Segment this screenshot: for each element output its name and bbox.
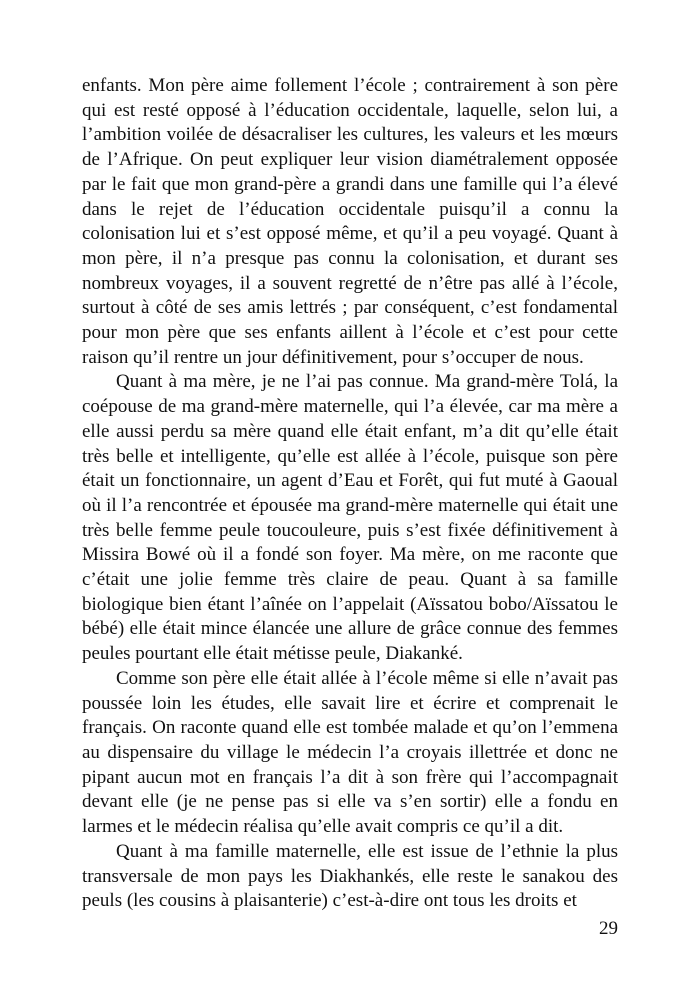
page-number: 29 bbox=[599, 918, 618, 939]
paragraph-2: Quant à ma mère, je ne l’ai pas connue. Ma grand-mère Tolá, la coépouse de ma grand-mère maternelle, qui l’a élevée, car ma mère a elle aussi perdu sa mère quand elle était enfant, m’a dit qu’elle était très belle et intelligente, qu’elle est allée à l’école, puisque son père était un fonctionnaire, un agent d’Eau et Forêt, qui fut muté à Gaoual où il l’a rencontrée et épousée ma grand-mère maternelle qui était une très belle femme peule toucouleure, puis s’est fixée définitivement à Missira Bowé où il a fondé son foyer. Ma mère, on me raconte que c’était une jolie femme très claire de peau. Quant à sa famille biologique bien étant l’aînée on l’appelait (Aïssatou bobo/Aïssatou le bébé) elle était mince élancée une allure de grâce connue des femmes peules pourtant elle était métisse peule, Diakanké. bbox=[82, 371, 618, 665]
paragraph-1: enfants. Mon père aime follement l’école ; contrairement à son père qui est resté opposé à l’éducation occidentale, laquelle, selon lui, a l’ambition voilée de désacraliser les cultures, les valeurs et les mœurs de l’Afrique. On peut expliquer leur vision diamétralement opposée par le fait que mon grand-père a grandi dans une famille qui l’a élevé dans le rejet de l’éducation occidentale puisqu’il a connu la colonisation lui et s’est opposé même, et qu’il a peu voyagé. Quant à mon père, il n’a presque pas connu la colonisation, et durant ses nombreux voyages, il a souvent regretté de n’être pas allé à l’école, surtout à côté de ses amis lettrés ; par conséquent, c’est fondamental pour mon père que ses enfants aillent à l’école et c’est pour cette raison qu’il rentre un jour définitivement, pour s’occuper de nous. bbox=[82, 75, 618, 368]
paragraph-4: Quant à ma famille maternelle, elle est issue de l’ethnie la plus transversale de mon pays les Diakhankés, elle reste le sanakou des peuls (les cousins à plaisanterie) c’est-à-dire ont tous les droits et bbox=[82, 840, 618, 912]
paragraph-3: Comme son père elle était allée à l’école même si elle n’avait pas poussée loin les études, elle savait lire et écrire et comprenait le français. On raconte quand elle est tombée malade et qu’on l’emmena au dispensaire du village le médecin l’a croyais illettrée et donc ne pipant aucun mot en français l’a dit à son frère qui l’accompagnait devant elle (je ne pense pas si elle va s’en sortir) elle a fondu en larmes et le médecin réalisa qu’elle avait compris ce qu’il a dit. bbox=[82, 667, 618, 838]
book-page-text bbox=[82, 74, 618, 914]
